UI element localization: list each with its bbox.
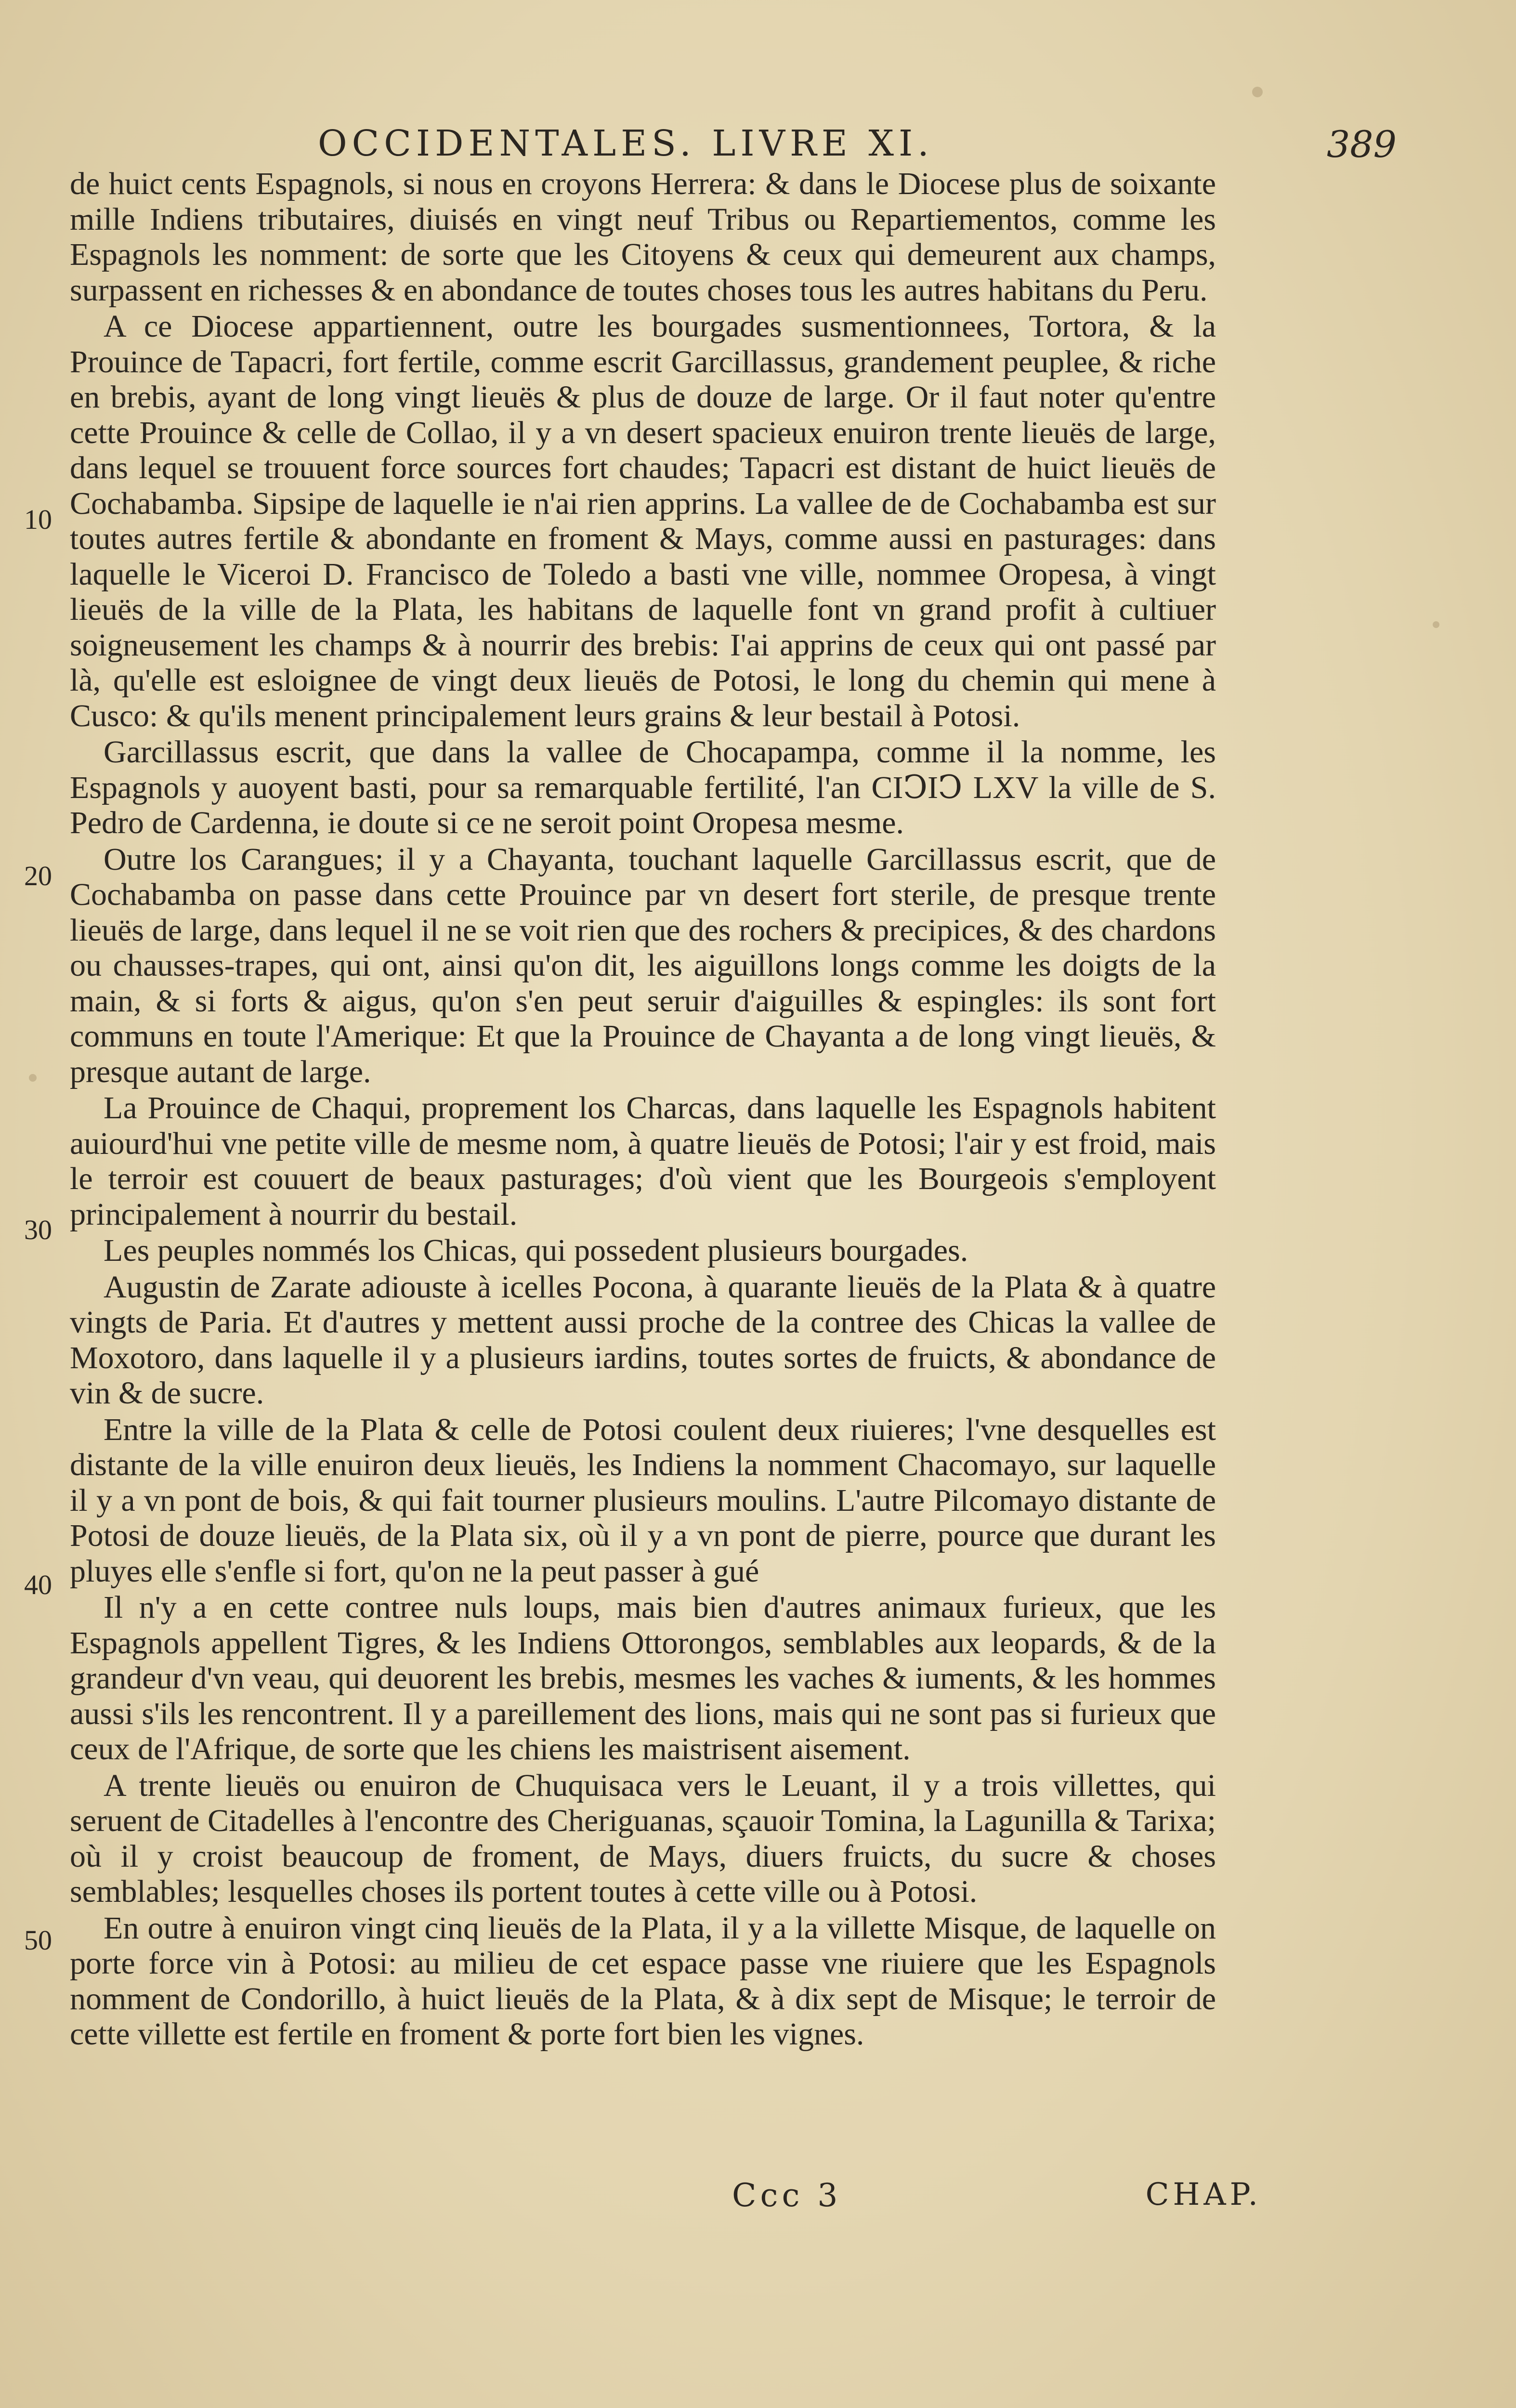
line-number-40: 40	[24, 1569, 52, 1600]
line-number-10: 10	[24, 504, 52, 535]
paragraph-3: Garcillassus escrit, que dans la vallee de Chocapampa, comme il la nomme, les Espagnols y auoyent basti, pour sa remarquable fertilité, l'an CIↃIↃ LXV la ville de S. Pedro de Cardenna, ie doute si ce ne seroit point Oropesa mesme.	[70, 734, 1216, 840]
paper-speck	[29, 1074, 37, 1082]
running-title: OCCIDENTALES. LIVRE XI.	[318, 123, 934, 164]
paper-speck	[1433, 621, 1439, 628]
paragraph-6: Les peuples nommés los Chicas, qui possedent plusieurs bourgades.	[104, 1233, 968, 1268]
body-text	[70, 166, 1216, 2053]
paragraph-2: A ce Diocese appartiennent, outre les bourgades susmentionnees, Tortora, & la Prouince de Tapacri, fort fertile, comme escrit Garcillassus, grandement peuplee, & riche en brebis, ayant de long vingt lieuës & plus de douze de large. Or il faut noter qu'entre cette Prouince & celle de Collao, il y a vn desert spacieux enuiron trente lieuës de large, dans lequel se trouuent force sources fort chaudes; Tapacri est distant de huict lieuës de Cochabamba. Sipsipe de laquelle ie n'ai rien apprins. La vallee de de Cochabamba est sur toutes autres fertile & abondante en froment & Mays, comme aussi en pasturages: dans laquelle le Viceroi D. Francisco de Toledo a basti vne ville, nommee Oropesa, à vingt lieuës de la ville de la Plata, les habitans de laquelle font vn grand profit à cultiuer soigneusement les champs & à nourrir des brebis: I'ai apprins de ceux qui ont passé par là, qu'elle est esloignee de vingt deux lieuës de Potosi, le long du chemin qui mene à Cusco: & qu'ils menent principalement leurs grains & leur bestail à Potosi.	[70, 309, 1216, 733]
paragraph-1: de huict cents Espagnols, si nous en croyons Herrera: & dans le Diocese plus de soixante mille Indiens tributaires, diuisés en vingt neuf Tribus ou Repartiementos, comme les Espagnols les nomment: de sorte que les Citoyens & ceux qui demeurent aux champs, surpassent en richesses & en abondance de toutes choses tous les autres habitans du Peru.	[70, 166, 1216, 308]
paragraph-5: La Prouince de Chaqui, proprement los Charcas, dans laquelle les Espagnols habitent auiourd'hui vne petite ville de mesme nom, à quatre lieuës de Potosi; l'air y est froid, mais le terroir est couuert de beaux pasturages; d'où vient que les Bourgeois s'employent principalement à nourrir du bestail.	[70, 1090, 1216, 1232]
line-number-20: 20	[24, 860, 52, 891]
paragraph-10: A trente lieuës ou enuiron de Chuquisaca vers le Leuant, il y a trois villettes, qui seruent de Citadelles à l'encontre des Cheriguanas, sçauoir Tomina, la Lagunilla & Tarixa; où il y croist beaucoup de froment, de Mays, diuers fruicts, du sucre & choses semblables; lesquelles choses ils portent toutes à cette ville ou à Potosi.	[70, 1767, 1216, 1909]
line-number-50: 50	[24, 1924, 52, 1956]
paragraph-9: Il n'y a en cette contree nuls loups, mais bien d'autres animaux furieux, que les Espagnols appellent Tigres, & les Indiens Ottorongos, semblables aux leopards, & de la grandeur d'vn veau, qui deuorent les brebis, mesmes les vaches & iuments, & les hommes aussi s'ils les rencontrent. Il y a pareillement des lions, mais qui ne sont pas si furieux que ceux de l'Afrique, de sorte que les chiens les maistrisent aisement.	[70, 1590, 1216, 1767]
paragraph-8: Entre la ville de la Plata & celle de Potosi coulent deux riuieres; l'vne desquelles est distante de la ville enuiron deux lieuës, les Indiens la nomment Chacomayo, sur laquelle il y a vn pont de bois, & qui fait tourner plusieurs moulins. L'autre Pilcomayo distante de Potosi de douze lieuës, de la Plata six, où il y a vn pont de pierre, pource que durant les pluyes elle s'enfle si fort, qu'on ne la peut passer à gué	[70, 1412, 1216, 1589]
paragraph-4: Outre los Carangues; il y a Chayanta, touchant laquelle Garcillassus escrit, que de Cochabamba on passe dans cette Prouince par vn desert fort sterile, de presque trente lieuës de large, dans lequel il ne se voit rien que des rochers & precipices, & des chardons ou chausses-trapes, qui ont, ainsi qu'on dit, les aiguillons longs comme les doigts de la main, & si forts & aigus, qu'on s'en peut seruir d'aiguilles & espingles: ils sont fort communs en toute l'Amerique: Et que la Prouince de Chayanta a de long vingt lieuës, & presque autant de large.	[70, 841, 1216, 1089]
signature-mark: Ccc 3	[732, 2177, 842, 2214]
catchword: CHAP.	[1145, 2177, 1262, 2212]
paragraph-11: En outre à enuiron vingt cinq lieuës de la Plata, il y a la villette Misque, de laquelle on porte force vin à Potosi: au milieu de cet espace passe vne riuiere que les Espagnols nomment de Condorillo, à huict lieuës de la Plata, & à dix sept de Misque; le terroir de cette villette est fertile en froment & porte fort bien les vignes.	[70, 1910, 1216, 2052]
line-number-30: 30	[24, 1214, 52, 1245]
paper-speck	[1252, 87, 1263, 97]
paragraph-7: Augustin de Zarate adiouste à icelles Pocona, à quarante lieuës de la Plata & à quatre vingts de Paria. Et d'autres y mettent aussi proche de la contree des Chicas la vallee de Moxotoro, dans laquelle il y a plusieurs iardins, toutes sortes de fruicts, & abondance de vin & de sucre.	[70, 1269, 1216, 1411]
page-footer	[732, 2177, 1262, 2225]
page-number: 389	[1326, 123, 1397, 166]
